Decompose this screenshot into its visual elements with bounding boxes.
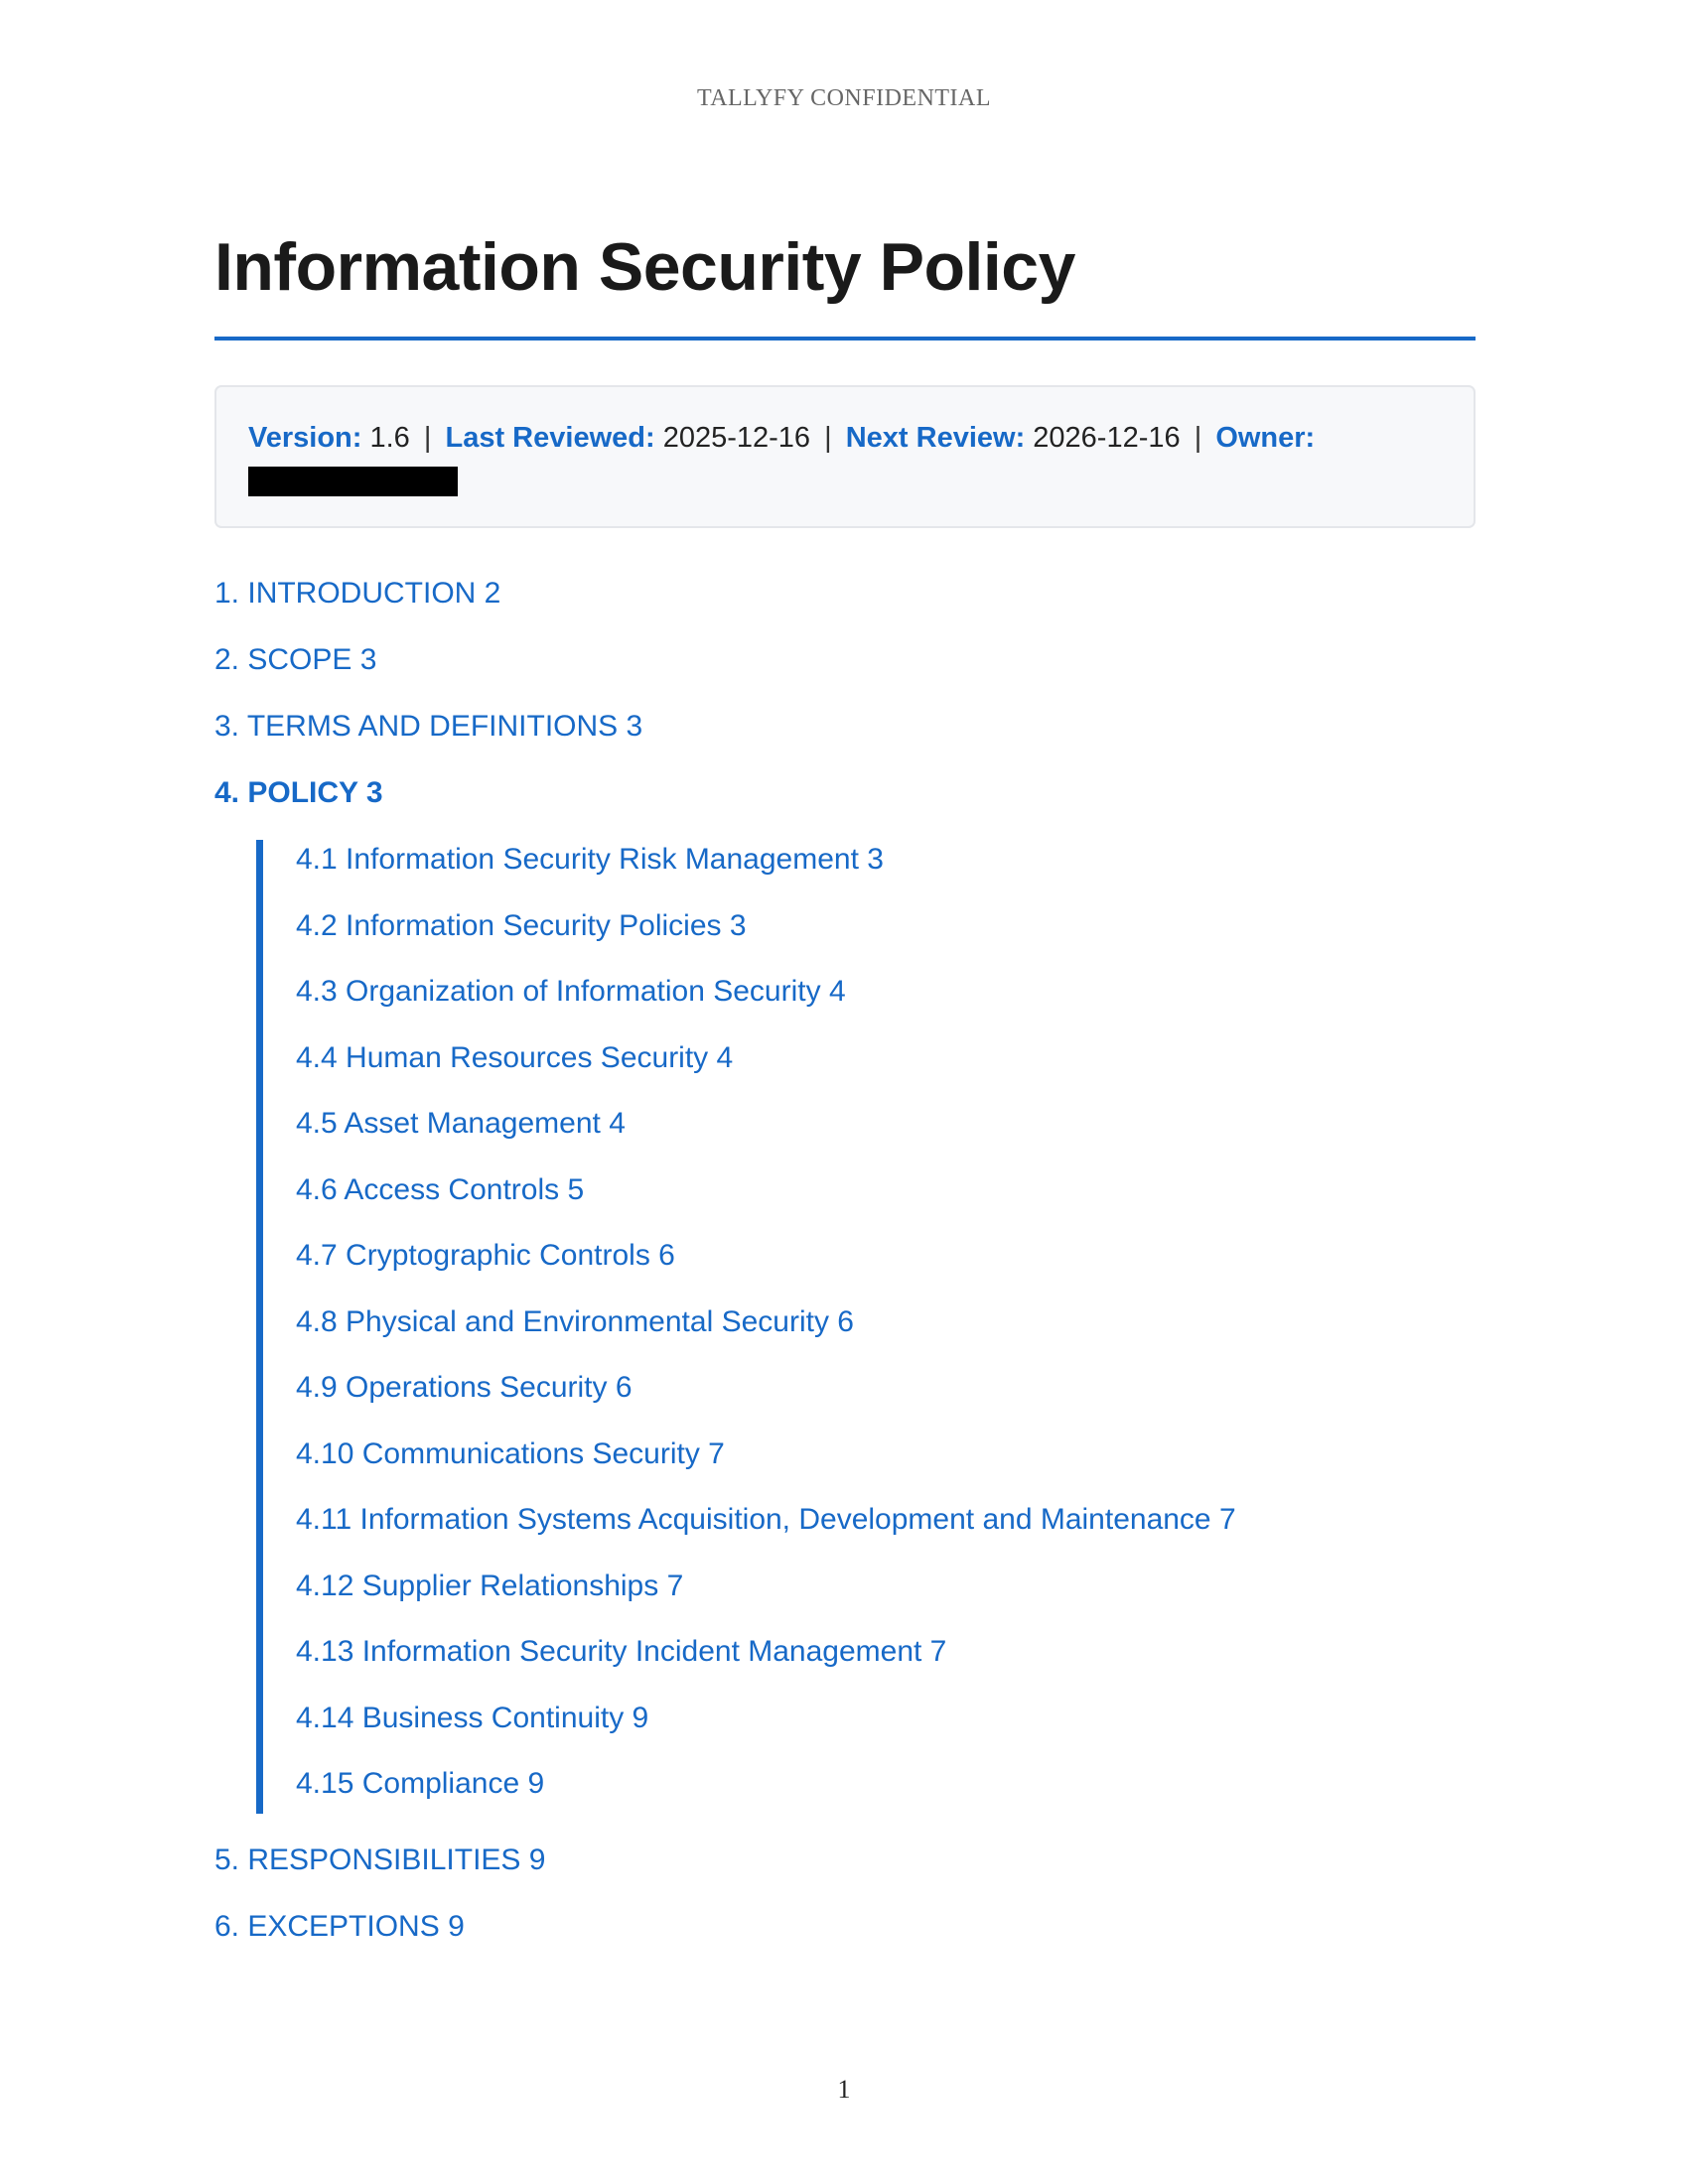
owner-redaction-block — [248, 467, 458, 496]
toc-policy-subsections — [256, 840, 1476, 1814]
document-metadata-box — [214, 385, 1476, 528]
toc-subitem-organization-of-security[interactable]: 4.3 Organization of Information Security 4 — [296, 975, 846, 1008]
toc-item-exceptions[interactable]: 6. EXCEPTIONS 9 — [214, 1910, 465, 1943]
toc-item-scope[interactable]: 2. SCOPE 3 — [214, 643, 377, 676]
toc-subitem-access-controls[interactable]: 4.6 Access Controls 5 — [296, 1172, 585, 1206]
toc-subitem-cryptographic-controls[interactable]: 4.7 Cryptographic Controls 6 — [296, 1239, 675, 1272]
version-value: 1.6 — [369, 422, 410, 454]
toc-subitem-business-continuity[interactable]: 4.14 Business Continuity 9 — [296, 1701, 649, 1734]
toc-subitem-risk-management[interactable]: 4.1 Information Security Risk Management 3 — [296, 843, 884, 876]
version-label: Version: — [248, 422, 362, 454]
page-number: 1 — [837, 2075, 851, 2104]
meta-separator: | — [824, 422, 832, 454]
toc-item-policy[interactable]: 4. POLICY 3 — [214, 776, 383, 809]
toc-item-introduction[interactable]: 1. INTRODUCTION 2 — [214, 577, 501, 610]
document-content — [214, 223, 1476, 1974]
toc-item-responsibilities[interactable]: 5. RESPONSIBILITIES 9 — [214, 1843, 546, 1876]
toc-subitem-communications-security[interactable]: 4.10 Communications Security 7 — [296, 1436, 725, 1470]
toc-subitem-human-resources-security[interactable]: 4.4 Human Resources Security 4 — [296, 1040, 734, 1074]
table-of-contents — [214, 574, 1476, 1947]
toc-subitem-systems-acquisition[interactable]: 4.11 Information Systems Acquisition, Development and Maintenance 7 — [296, 1503, 1236, 1536]
owner-label: Owner: — [1215, 422, 1316, 454]
last-reviewed-value: 2025-12-16 — [662, 422, 811, 454]
last-reviewed-label: Last Reviewed: — [445, 422, 655, 454]
next-review-value: 2026-12-16 — [1033, 422, 1181, 454]
meta-separator: | — [1194, 422, 1202, 454]
toc-subitem-security-policies[interactable]: 4.2 Information Security Policies 3 — [296, 908, 747, 942]
toc-subitem-asset-management[interactable]: 4.5 Asset Management 4 — [296, 1107, 626, 1140]
confidential-header: TALLYFY CONFIDENTIAL — [696, 85, 992, 111]
meta-separator: | — [423, 422, 432, 454]
toc-subitem-physical-environmental-security[interactable]: 4.8 Physical and Environmental Security 6 — [296, 1304, 854, 1338]
toc-subitem-supplier-relationships[interactable]: 4.12 Supplier Relationships 7 — [296, 1569, 684, 1602]
page-title: Information Security Policy — [214, 229, 1075, 305]
toc-item-terms-and-definitions[interactable]: 3. TERMS AND DEFINITIONS 3 — [214, 710, 643, 743]
toc-subitem-incident-management[interactable]: 4.13 Information Security Incident Management 7 — [296, 1635, 947, 1668]
next-review-label: Next Review: — [845, 422, 1026, 454]
toc-subitem-operations-security[interactable]: 4.9 Operations Security 6 — [296, 1371, 633, 1404]
toc-subitem-compliance[interactable]: 4.15 Compliance 9 — [296, 1767, 545, 1800]
title-divider — [214, 337, 1476, 341]
